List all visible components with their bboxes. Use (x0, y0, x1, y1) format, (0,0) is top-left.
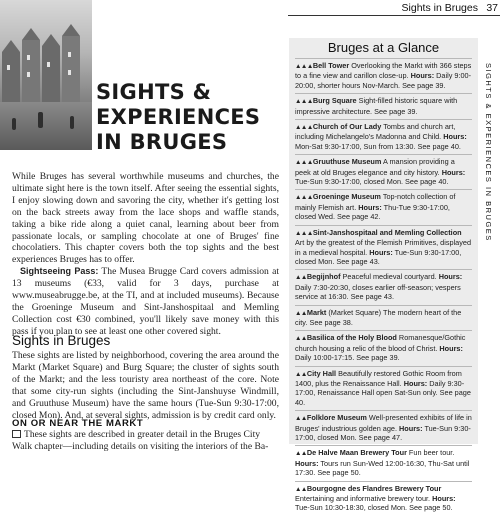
entry-hours: Tue-Sun 9:30-17:00, closed Mon. See page 47. (295, 423, 471, 442)
page-number: 37 (486, 2, 498, 14)
subsection-heading: ON OR NEAR THE MARKT (12, 418, 144, 429)
entry-hours-label: Hours: (295, 458, 319, 468)
entry-rating-stars: ▲▲ (295, 485, 307, 493)
entry-name: Bell Tower (312, 61, 350, 70)
intro-text (12, 171, 279, 338)
title-line-2: EXPERIENCES (96, 105, 261, 129)
title-line-3: IN BRUGES (96, 130, 228, 154)
entry-rating-stars: ▲▲▲ (295, 229, 313, 237)
entry-hours: Daily 9:30-17:00, Renaissance Hall open Sat-Sun only. See page 40. (295, 378, 471, 407)
entry-description: A mansion providing a peek at old Bruges elegance and city history. (295, 157, 455, 177)
entry-description: Beautifully restored Gothic Room from 1400, plus the Renaissance Hall. (295, 368, 462, 388)
title-line-1: SIGHTS & (96, 80, 212, 104)
entry-description: Well-presented exhibits of life in Bruges' industrious golden age. (295, 413, 472, 433)
sightseeing-pass-label: Sightseeing Pass: (20, 266, 99, 277)
entry-description: Peaceful medieval courtyard. (340, 272, 439, 282)
entry-name: Sint-Janshospitaal and Memling Collection (312, 227, 462, 237)
entry-name: Folklore Museum (306, 413, 367, 423)
entry-description: Entertaining and informative brewery tour. (295, 494, 433, 504)
entry-description: Romanesque/Gothic church housing a relic of the blood of Christ. (295, 333, 466, 353)
entry-hours-label: Hours: (438, 272, 463, 282)
entry-rating-stars: ▲▲▲ (295, 124, 313, 132)
sidebar-entry (295, 330, 472, 365)
entry-description: Sight-filled historic square with impressive architecture. See page 39. (295, 96, 458, 116)
entry-description: Art by the greatest of the Flemish Primitives, displayed in a medieval hospital. (295, 238, 472, 257)
sidebar-entry (295, 93, 472, 119)
sidebar-entry (295, 189, 472, 224)
sidebar-entry-list (295, 58, 472, 516)
sidebar-entry (295, 154, 472, 189)
sidebar-entry (295, 481, 472, 516)
entry-rating-stars: ▲▲▲ (295, 63, 313, 70)
entry-description: Tombs and church art, including Michelangelo's Madonna and Child. (295, 122, 456, 142)
entry-description: (Market Square) The modern heart of the city. See page 38. (295, 307, 462, 327)
section-body: These sights are listed by neighborhood, covering the area around the Markt (Market Square) and Burg Square; the cluster of sights south of the Markt; and the less touristy area northeast of the core. Note that some city-run sights (including the Sint-Janshuyse Windmill, and Gruuthuse Museum) have the same hours (Tue-Sun 9:30-17:00, closed Mon). And, at several sights, admission is by credit card only. (12, 350, 279, 421)
entry-rating-stars: ▲▲ (295, 309, 307, 317)
entry-description: Fun beer tour. (406, 448, 455, 458)
section-heading: Sights in Bruges (12, 333, 111, 348)
entry-rating-stars: ▲▲▲ (295, 159, 313, 167)
bruges-street-photo (0, 0, 92, 150)
entry-hours-label: Hours: (403, 378, 428, 388)
entry-name: Basilica of the Holy Blood (306, 333, 397, 343)
entry-hours: Mon-Sat 9:30-17:00, Sun from 13:30. See page 40. (295, 141, 461, 151)
chapter-side-tab: SIGHTS & EXPERIENCES IN BRUGES (484, 63, 493, 242)
intro-paragraph: While Bruges has several worthwhile museums and churches, the ultimate sight here is the town itself. After seeing the essential sights, I enjoy slowing down and savoring the city, whether it's getting lost on the back streets away from the lace shops and waffle stands, taking a bike ride along a quiet canal, learning about beer from passionate locals, or sampling chocolate at one of Bruges' fine chocolatiers. This chapter covers both the top sights and the best experiences Bruges has to offer. (12, 171, 279, 266)
entry-name: Groeninge Museum (312, 192, 381, 202)
entry-description: Top-notch collection of mainly Flemish art. (295, 192, 456, 212)
entry-name: Begijnhof (306, 272, 341, 282)
entry-rating-stars: ▲▲ (295, 274, 307, 282)
subsection-body-text: These sights are described in greater detail in the Bruges City Walk chapter—including details on visiting the interiors of the Ba- (12, 429, 269, 452)
sightseeing-pass-text: The Musea Brugge Card covers admission at 13 museums (€33, valid for 3 days, purchase at www.museabrugge.be, at the TI, and at included museums). Because the Groeninge Museum and Sint-Janshospitaal and Memling Collection cost €30 combined, you'll likely save money with this pass if you plan to see at least one other covered sight. (12, 266, 279, 337)
entry-hours: Tue-Sun 10:30-18:30, closed Mon. See page 50. (295, 503, 453, 513)
sidebar-title: Bruges at a Glance (327, 40, 440, 55)
entry-name: De Halve Maan Brewery Tour (306, 448, 407, 458)
subsection-body (12, 429, 279, 453)
sidebar-entry (295, 410, 472, 445)
sidebar-entry (295, 445, 472, 480)
entry-rating-stars: ▲▲ (295, 335, 307, 343)
entry-rating-stars: ▲▲ (295, 415, 307, 423)
entry-rating-stars: ▲▲ (295, 450, 307, 458)
entry-rating-stars: ▲▲▲ (295, 98, 313, 106)
entry-hours: Tue-Sun 9:30-17:00, closed Mon. See page 43. (295, 247, 462, 266)
running-head-section: Sights in Bruges (401, 2, 478, 14)
entry-hours: Thu-Tue 9:30-17:00, closed Wed. See page 42. (295, 202, 450, 222)
entry-hours: Tue-Sun 9:30-17:00, closed Mon. See page 40. (295, 177, 449, 187)
entry-name: Gruuthuse Museum (312, 157, 382, 167)
entry-name: Burg Square (312, 96, 357, 106)
entry-hours-label: Hours: (439, 343, 463, 353)
entry-hours: Daily 9:00-20:00, shorter hours Nov-March. See page 39. (295, 71, 472, 90)
entry-hours-label: Hours: (441, 167, 466, 177)
map-reference-icon (12, 430, 21, 438)
sidebar-entry (295, 58, 472, 93)
entry-name: Markt (306, 307, 327, 317)
running-head-rule (288, 15, 500, 16)
sidebar-entry (295, 119, 472, 154)
page-title (96, 80, 260, 155)
running-head (288, 0, 500, 17)
entry-name: Church of Our Lady (312, 122, 382, 132)
entry-rating-stars: ▲▲ (295, 370, 307, 378)
entry-rating-stars: ▲▲▲ (295, 194, 313, 202)
entry-name: Bourgogne des Flandres Brewery Tour (306, 483, 442, 493)
sightseeing-pass-paragraph (12, 266, 279, 337)
entry-hours: Tours run Sun-Wed 12:00-16:30, Thu-Sat until 17:30. See page 50. (295, 458, 470, 478)
sidebar-entry (295, 225, 472, 270)
entry-hours-label: Hours: (399, 423, 423, 433)
entry-hours-label: Hours: (432, 494, 456, 504)
entry-hours-label: Hours: (369, 247, 393, 257)
entry-hours-label: Hours: (358, 202, 382, 212)
entry-hours-label: Hours: (443, 132, 467, 142)
sidebar-entry (295, 305, 472, 331)
sidebar-entry (295, 366, 472, 411)
entry-name: City Hall (306, 368, 337, 378)
sidebar-entry (295, 269, 472, 304)
entry-hours: Daily 7:30-20:30, closes earlier off-season; vespers service at 16:30. See page 43. (295, 282, 461, 302)
entry-description: Overlooking the Markt with 366 steps to a fine view and carillon close-up. (295, 61, 472, 81)
entry-hours-label: Hours: (410, 71, 435, 81)
entry-hours: Daily 10:00-17:15. See page 39. (295, 353, 400, 363)
bruges-at-a-glance-sidebar (289, 38, 478, 513)
